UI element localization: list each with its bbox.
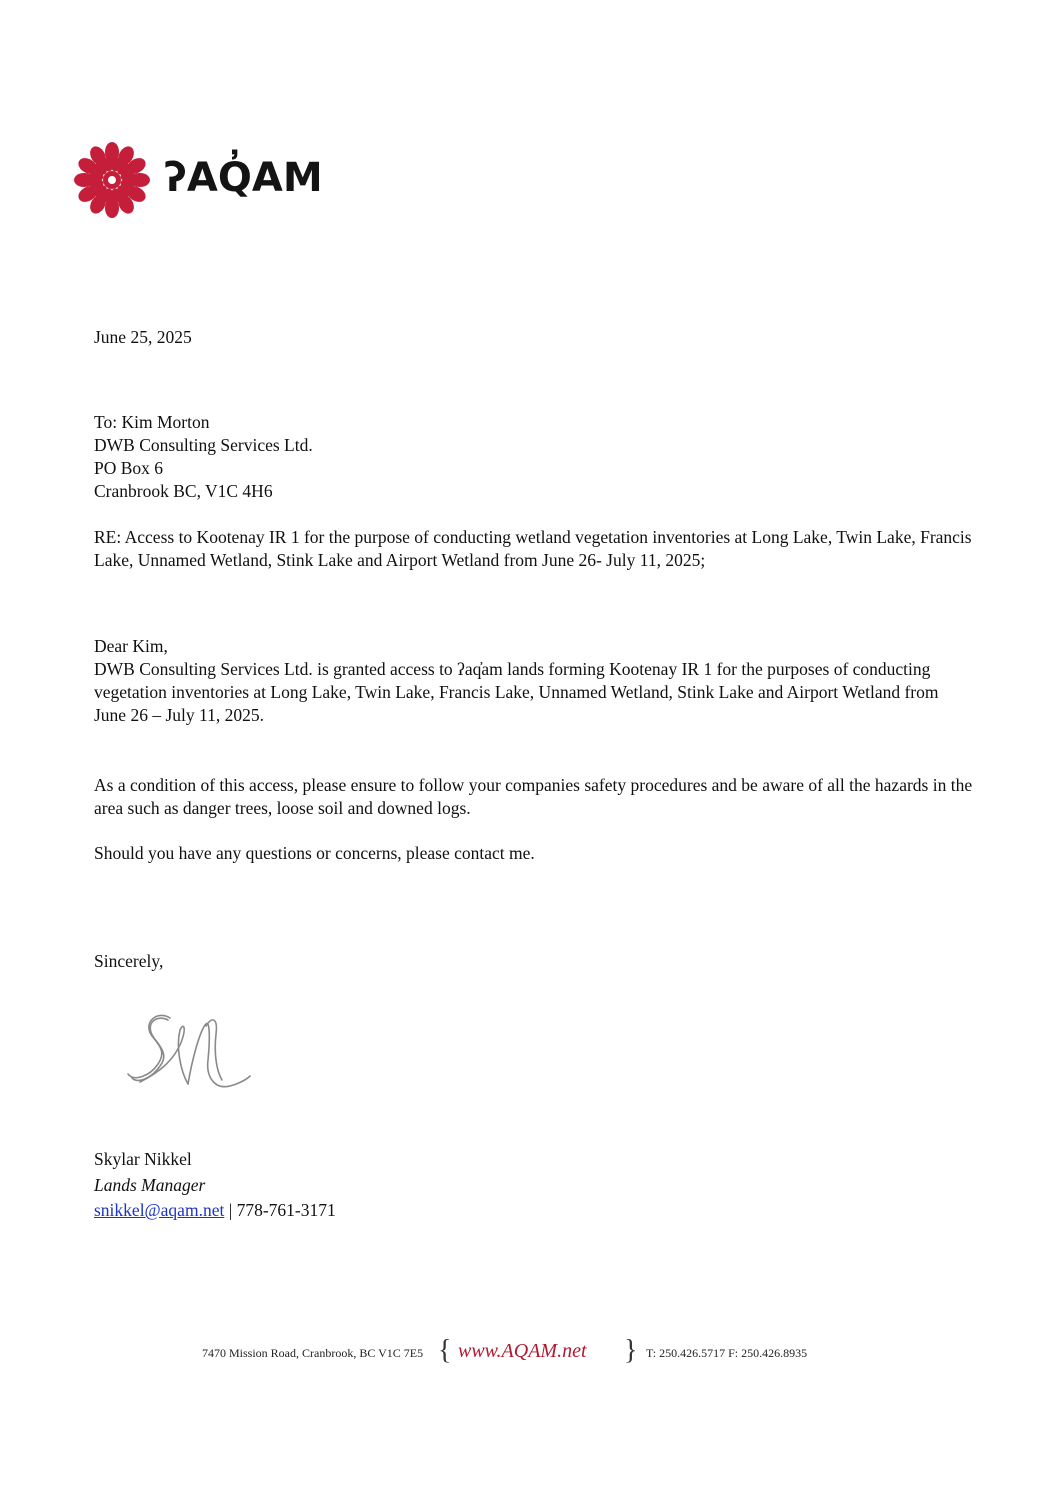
footer-phone-fax: T: 250.426.5717 F: 250.426.8935 [646, 1346, 808, 1360]
footer-brace-right: } [624, 1335, 638, 1366]
letterhead-footer [202, 1336, 842, 1372]
body-paragraph-conditions: As a condition of this access, please ensure to follow your companies safety procedures and be aware of all the hazards in the area such as danger trees, loose soil and downed logs. [94, 775, 973, 818]
footer-brace-left: { [438, 1335, 452, 1366]
letterhead-logo [72, 140, 332, 220]
letter-date: June 25, 2025 [94, 327, 192, 347]
body-paragraph-access: DWB Consulting Services Ltd. is granted access to ʔaq̓am lands forming Kootenay IR 1 for the purposes of conducting vegetation inventories at Long Lake, Twin Lake, Francis Lake, Unnamed Wetland, Stink Lake and Airport Wetland from June 26 – July 11, 2025. [94, 659, 939, 725]
signer-title: Lands Manager [94, 1175, 206, 1195]
phone-number: 778-761-3171 [236, 1200, 336, 1220]
body-paragraph-contact: Should you have any questions or concerns, please contact me. [94, 843, 535, 863]
footer-address: 7470 Mission Road, Cranbrook, BC V1C 7E5 [202, 1346, 424, 1360]
closing: Sincerely, [94, 951, 164, 971]
email-link[interactable]: snikkel@aqam.net [94, 1200, 225, 1220]
signer-contact [94, 1199, 336, 1222]
subject-line: RE: Access to Kootenay IR 1 for the purpose of conducting wetland vegetation inventories at Long Lake, Twin Lake, Francis Lake, Unnamed Wetland, Stink Lake and Airport Wetland from June 26- July 11, 2025; [94, 527, 972, 570]
organization-wordmark: ʔAQ̓AM [164, 155, 323, 201]
footer-website: www.AQAM.net [458, 1340, 587, 1362]
handwritten-signature [122, 1000, 262, 1100]
salutation: Dear Kim, [94, 636, 168, 656]
red-flower-emblem-icon [72, 140, 152, 220]
signer-name: Skylar Nikkel [94, 1149, 192, 1169]
recipient-address: To: Kim Morton DWB Consulting Services Ltd. PO Box 6 Cranbrook BC, V1C 4H6 [94, 412, 313, 501]
contact-separator: | [224, 1200, 237, 1220]
